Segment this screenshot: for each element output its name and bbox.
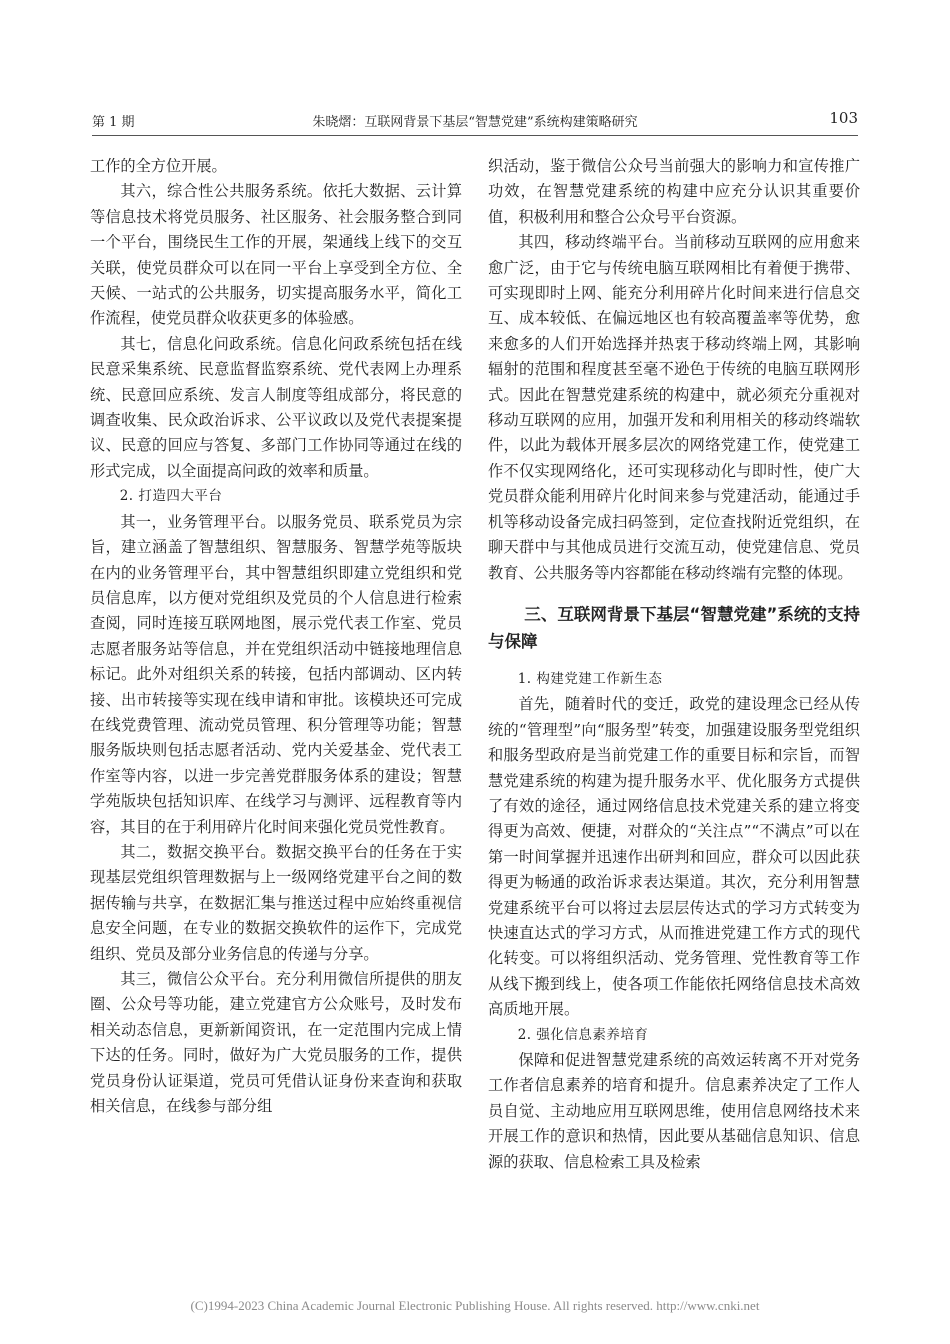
paragraph: 其三，微信公众平台。充分利用微信所提供的朋友圈、公众号等功能，建立党建官方公众账号，及时发布相关动态信息，更新新闻资讯，在一定范围内完成上情下达的任务。同时，做好为广大党员服务的工作，提供党员身份认证渠道，党员可凭借认证身份来查询和获取相关信息，在线参与部分组 [90, 970, 462, 1116]
subsection-heading: 2. 强化信息素养培育 [517, 1026, 649, 1043]
paragraph: 其二，数据交换平台。数据交换平台的任务在于实现基层党组织管理数据与上一级网络党建平台之间的数据传输与共享，在数据汇集与推送过程中应始终重视信息安全问题，在专业的数据交换软件的运作下，完成党组织、党员及部分业务信息的传递与分享。 [90, 842, 462, 963]
paragraph: 其四，移动终端平台。当前移动互联网的应用愈来愈广泛，由于它与传统电脑互联网相比有着便于携带、可实现即时上网、能充分利用碎片化时间来进行信息交互、成本较低、在偏远地区也有较高覆盖率等优势，愈来愈多的人们开始选择并热衷于移动终端上网，其影响辐射的范围和程度甚至毫不逊色于传统的电脑互联网形式。因此在智慧党建系统的构建中，就必须充分重视对移动互联网的应用，加强开发和利用相关的移动终端软件，以此为载体开展多层次的网络党建工作，使党建工作不仅实现网络化，还可实现移动化与即时性，使广大党员群众能利用碎片化时间来参与党建活动，能通过手机等移动设备完成扫码签到，定位查找附近党组织，在聊天群中与其他成员进行交流互动，使党建信息、党员教育、公共服务等内容都能在移动终端有完整的体现。 [488, 233, 860, 582]
subsection-heading: 1. 构建党建工作新生态 [517, 670, 663, 687]
left-column [90, 154, 462, 1119]
paragraph: 其七，信息化问政系统。信息化问政系统包括在线民意采集系统、民意监督监察系统、党代表网上办理系统、民意回应系统、发言人制度等组成部分，将民意的调查收集、民众政治诉求、公平议政以及党代表提案提议、民意的回应与答复、多部门工作协同等通过在线的形式完成，以全面提高问政的效率和质量。 [90, 334, 462, 480]
paragraph: 织活动，鉴于微信公众号当前强大的影响力和宣传推广功效，在智慧党建系统的构建中应充分认识其重要价值，积极利用和整合公众号平台资源。 [488, 157, 860, 226]
paragraph: 工作的全方位开展。 [90, 157, 227, 175]
issue-label: 第 1 期 [92, 115, 135, 130]
paragraph: 首先，随着时代的变迁，政党的建设理念已经从传统的“管理型”向“服务型”转变，加强建设服务型党组织和服务型政府是当前党建工作的重要目标和宗旨，而智慧党建系统的构建为提升服务水平、优化服务方式提供了有效的途径，通过网络信息技术党建关系的建立将变得更为高效、便捷，对群众的“关注点”“不满点”可以在第一时间掌握并迅速作出研判和回应，群众可以因此获得更为畅通的政治诉求表达渠道。其次，充分利用智慧党建系统平台可以将过去层层传达式的学习方式转变为快速直达式的学习方式，从而推进党建工作方式的现代化转变。可以将组织活动、党务管理、党性教育等工作从线下搬到线上，使各项工作能依托网络信息技术高效高质地开展。 [488, 695, 860, 1019]
right-column [488, 154, 860, 1175]
paragraph: 其六，综合性公共服务系统。依托大数据、云计算等信息技术将党员服务、社区服务、社会服务整合到同一个平台，围绕民生工作的开展，架通线上线下的交互关联，使党员群众可以在同一平台上享受到全方位、全天候、一站式的公共服务，切实提高服务水平，简化工作流程，使党员群众收获更多的体验感。 [90, 182, 462, 328]
section-heading: 三、互联网背景下基层“智慧党建”系统的支持与保障 [488, 604, 860, 651]
running-header [92, 109, 858, 133]
subsection-heading: 2. 打造四大平台 [119, 488, 223, 505]
header-rule [92, 135, 858, 136]
paragraph: 其一，业务管理平台。以服务党员、联系党员为宗旨，建立涵盖了智慧组织、智慧服务、智慧学苑等版块在内的业务管理平台，其中智慧组织即建立党组织和党员信息库，以方便对党组织及党员的个人信息进行检索查阅，同时连接互联网地图，展示党代表工作室、党员志愿者服务站等信息，并在党组织活动中链接地理信息标记。此外对组织关系的转接，包括内部调动、区内转接、出市转接等实现在线申请和审批。该模块还可完成在线党费管理、流动党员管理、积分管理等功能；智慧服务版块则包括志愿者活动、党内关爱基金、党代表工作室等内容，以进一步完善党群服务体系的建设；智慧学苑版块包括知识库、在线学习与测评、远程教育等内容，其目的在于利用碎片化时间来强化党员党性教育。 [90, 512, 462, 836]
article-running-title: 朱晓熠：互联网背景下基层“智慧党建”系统构建策略研究 [312, 115, 638, 130]
copyright-footer: (C)1994-2023 China Academic Journal Electronic Publishing House. All rights reserved. http://www.cnki.net [190, 1298, 760, 1313]
paragraph: 保障和促进智慧党建系统的高效运转离不开对党务工作者信息素养的培育和提升。信息素养决定了工作人员自觉、主动地应用互联网思维，使用信息网络技术来开展工作的意识和热情，因此要从基础信息知识、信息源的获取、信息检索工具及检索 [488, 1051, 860, 1171]
page-number: 103 [829, 109, 858, 127]
